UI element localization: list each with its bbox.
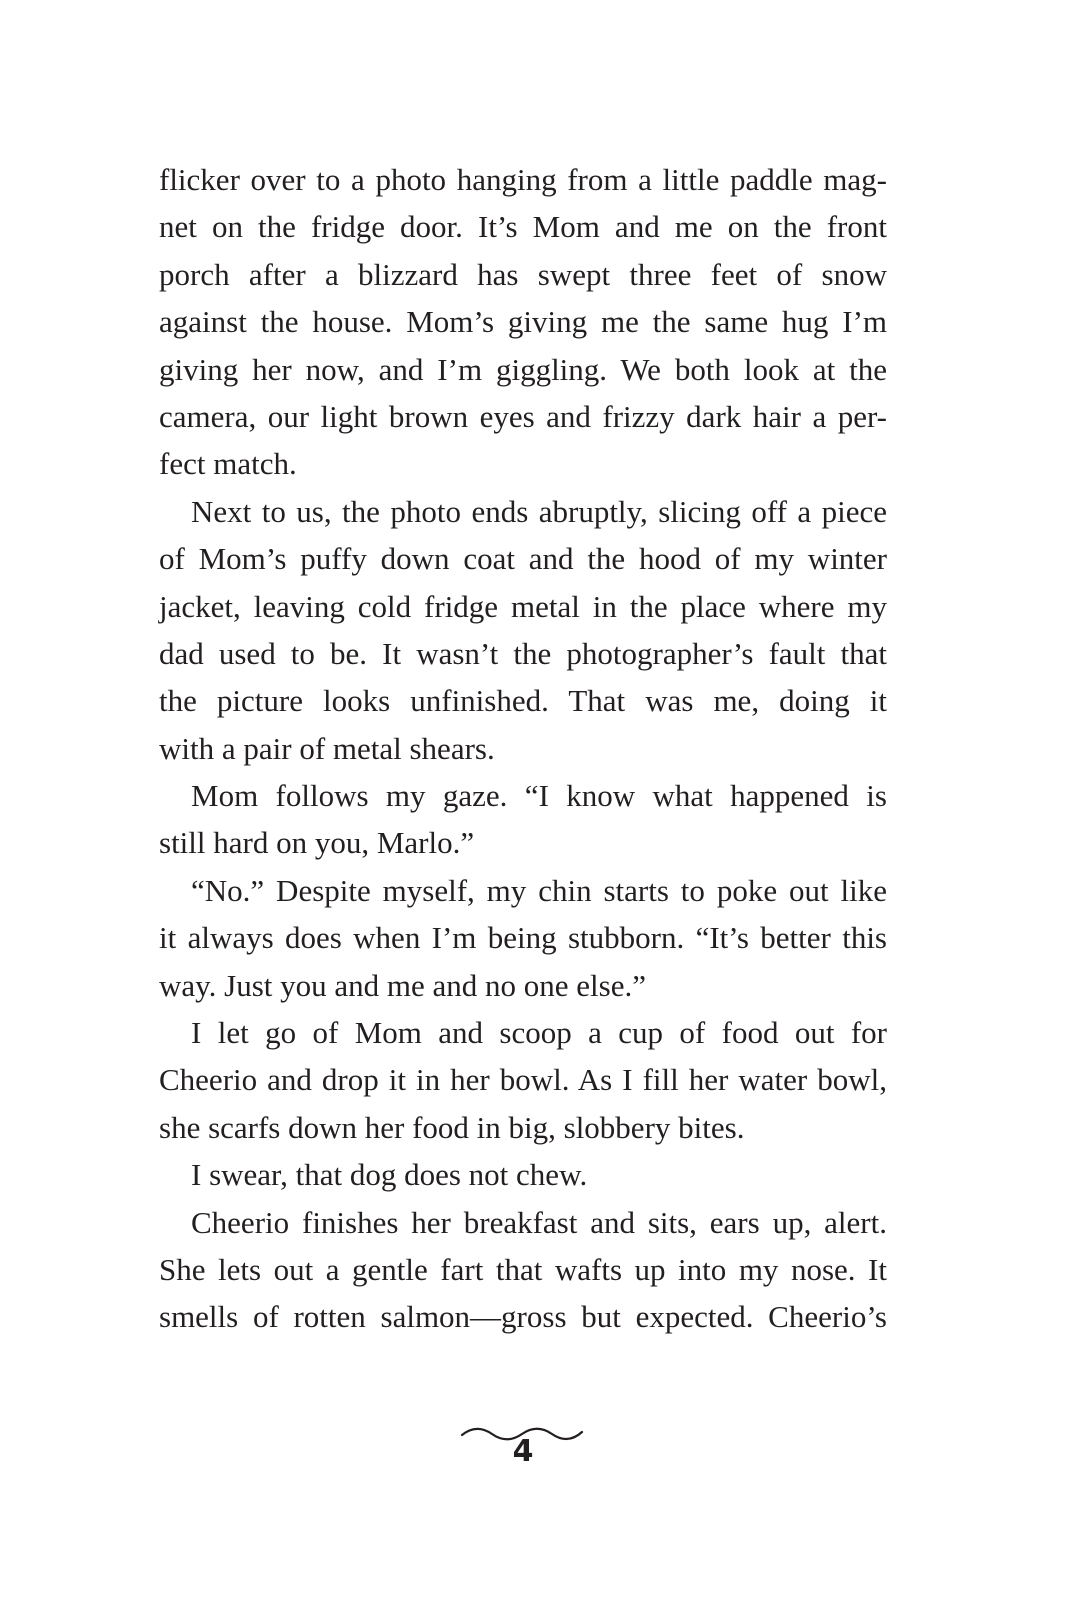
text-line: still hard on you, Marlo.” (159, 825, 475, 861)
page-footer (0, 1420, 1067, 1480)
text-line: She lets out a gentle fart that wafts up into my nose. It (159, 1251, 887, 1287)
page-number: 4 (512, 1434, 534, 1469)
text-line: she scarfs down her food in big, slobbery bites. (159, 1109, 745, 1145)
body-text (159, 156, 887, 1341)
text-line: the picture looks unfinished. That was me, doing it (159, 683, 887, 719)
text-line: of Mom’s puffy down coat and the hood of my winter (159, 541, 887, 577)
text-line: smells of rotten salmon—gross but expected. Cheerio’s (159, 1299, 887, 1335)
text-line: flicker over to a photo hanging from a little paddle mag- (159, 162, 887, 197)
text-line: I let go of Mom and scoop a cup of food out for (191, 1015, 887, 1051)
text-line: it always does when I’m being stubborn. “It’s better this (159, 920, 887, 956)
text-line: way. Just you and me and no one else.” (159, 967, 646, 1003)
text-line: against the house. Mom’s giving me the same hug I’m (159, 304, 887, 340)
text-line: “No.” Despite myself, my chin starts to poke out like (191, 872, 887, 908)
text-line: Cheerio and drop it in her bowl. As I fill her water bowl, (159, 1062, 887, 1098)
text-line: net on the fridge door. It’s Mom and me on the front (159, 209, 887, 245)
text-line: camera, our light brown eyes and frizzy dark hair a per- (159, 398, 887, 434)
text-line: Cheerio finishes her breakfast and sits, ears up, alert. (191, 1204, 887, 1240)
text-line: with a pair of metal shears. (159, 730, 495, 766)
text-line: Next to us, the photo ends abruptly, slicing off a piece (191, 493, 887, 529)
text-line: porch after a blizzard has swept three feet of snow (159, 256, 887, 292)
text-line: dad used to be. It wasn’t the photographer’s fault that (159, 635, 887, 671)
text-line: fect match. (159, 446, 297, 482)
text-line: jacket, leaving cold fridge metal in the place where my (159, 588, 887, 624)
text-line: giving her now, and I’m giggling. We both look at the (159, 351, 887, 387)
text-line: Mom follows my gaze. “I know what happened is (191, 778, 887, 814)
text-line: I swear, that dog does not chew. (191, 1157, 588, 1193)
